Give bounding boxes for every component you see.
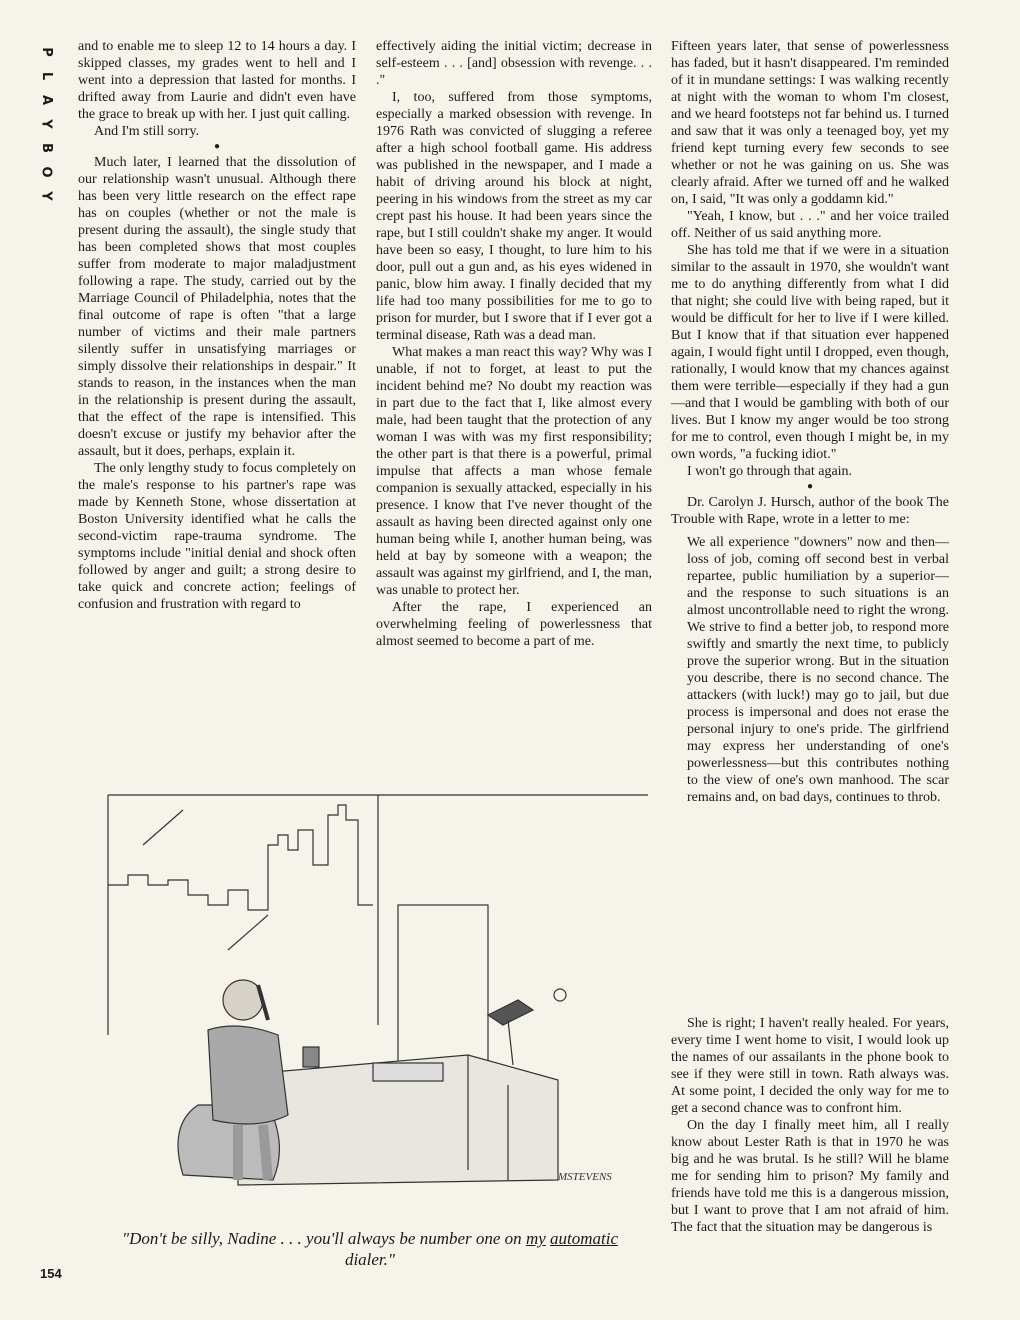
paragraph: and to enable me to sleep 12 to 14 hours a day. I skipped classes, my grades went to hell and I went into a depression that lasted for months. I drifted away from Laurie and didn't even have the grace to break up with her. I just quit calling. (78, 39, 356, 122)
paragraph: She has told me that if we were in a situation similar to the assault in 1970, she wouldn't want me to do anything differently from what I did that night; she could live with being raped, but it would be difficult for her to live if I were killed. But I know that if that situation ever happened again, I would fight until I dropped, even though, rationally, I would know that my chances against them were terrible—especially if they had a gun—and that I would be gambling with both of our lives. But I know my anger would be too strong for me to control, even though I might be, in my own words, "a fucking idiot." (671, 243, 949, 462)
section-bullet: ● (213, 141, 221, 152)
page-number: 154 (40, 1266, 62, 1281)
paragraph: Much later, I learned that the dissolution of our relationship wasn't unusual. Although there has been very little research on the effect rape has on couples (whether or not the male is present during the assault), the single study that has been completed shows that most couples suffer from moderate to major maladjustment following a rape. The study, carried out by the Marriage Council of Philadelphia, notes that the final outcome of rape is often "that a large number of victims and their male partners silently suffer in unsatisfying marriages or simply dissolve their relationships in despair." It stands to reason, in the instances when the man in the relationship is present during the assault, that the effect of the rape is intensified. This doesn't excuse or justify my behavior after the assault, but it does, perhaps, explain it. (78, 155, 356, 459)
text-column-right-lower (671, 1015, 949, 1236)
title-letter: P (39, 47, 54, 57)
wall-panel (398, 905, 488, 1075)
title-letter: L (38, 71, 54, 81)
paragraph: On the day I finally meet him, all I really know about Lester Rath is that in 1970 he was big and he was brutal. Is he still? Will he blame me for sending him to prison? My family and friends have told me this is a dangerous mission, but I want to prove that I am not afraid of him. The fact that the situation may be dangerous is (671, 1118, 949, 1235)
paragraph: Dr. Carolyn J. Hursch, author of the book The Trouble with Rape, wrote in a letter to me: (671, 495, 949, 527)
cartoon-illustration (88, 785, 654, 1205)
title-letter: Y (38, 119, 54, 129)
window-reflection (228, 915, 268, 950)
text-column-right (671, 38, 949, 814)
title-letter: O (39, 166, 54, 178)
text-column-left (78, 38, 356, 613)
desk-lamp-shade (488, 1000, 533, 1025)
paragraph: After the rape, I experienced an overwhelming feeling of powerlessness that almost seemed to become a part of me. (376, 600, 652, 649)
wall-button (554, 989, 566, 1001)
paragraph: "Yeah, I know, but . . ." and her voice trailed off. Neither of us said anything more. (671, 209, 949, 241)
paragraph: I won't go through that again. (687, 464, 853, 479)
quote-text: We all experience "downers" now and then—loss of job, coming off second best in verbal repartee, public humiliation by a superior—and the response to such situations is an almost uncontrollable need to right the wrong. We strive to find a better job, to respond more swiftly and smartly the next time, to publicly prove the superior wrong. But in the situation you describe, there is no second chance. The attackers (with luck!) may go to jail, but due process is impersonal and does not erase the personal injury to one's pride. The girlfriend may express her understanding of one's powerlessness—but this contributes nothing to the view of one's own manhood. The scar remains and, on bad days, continues to throb. (687, 535, 949, 805)
title-letter: B (38, 143, 54, 153)
paragraph: What makes a man react this way? Why was I unable, if not to forget, at least to put the incident behind me? No doubt my reaction was in part due to the fact that I, like almost every male, had been taught that the protection of any woman I was with was my first responsibility; the other part is that there is a powerful, primal impulse that affects a man whose female companion is sexually attacked, especially in his presence. I know that I've never thought of the assault as having been directed against only one human being while I, another human being, was held at bay by someone with a weapon; the assault was against my girlfriend, and I, the man, was unable to protect her. (376, 345, 652, 598)
cartoonist-signature: MSTEVENS (558, 1171, 612, 1183)
section-bullet: ● (806, 481, 814, 492)
paragraph: The only lengthy study to focus completely on the male's response to his partner's rape was made by Kenneth Stone, whose dissertation at Boston University identified what he calls the second-victim rape-trauma syndrome. The symptoms include "initial denial and shock often followed by anger and guilt; a strong desire to take quick and concrete action; feelings of confusion and frustration with regard to (78, 461, 356, 612)
caption-emphasis: my (525, 1229, 546, 1248)
caption-text: "Don't be silly, Nadine . . . you'll always be number one on (121, 1229, 526, 1248)
man-suit (208, 1026, 288, 1124)
pencil-cup (303, 1047, 319, 1067)
city-skyline (108, 805, 373, 910)
cartoon-caption (100, 1228, 640, 1270)
caption-text: dialer." (344, 1250, 396, 1269)
paragraph: And I'm still sorry. (94, 124, 200, 139)
block-quote (687, 534, 949, 806)
paragraph: She is right; I haven't really healed. For years, every time I went home to visit, I would look up the names of our assailants in the phone book to see if they were still in town. Rath always was. At some point, I decided the only way for me to get a second chance was to confront him. (671, 1016, 949, 1116)
paragraph: effectively aiding the initial victim; decrease in self-esteem . . . [and] obsession with revenge. . . ." (376, 39, 652, 88)
paragraph: Fifteen years later, that sense of powerlessness has faded, but it hasn't disappeared. I'm reminded of it in mundane settings: I was walking recently at night with the woman to whom I'm closest, and we heard footsteps not far behind us. I turned and saw that it was only a teenaged boy, yet my friend kept turning every few seconds to see whether or not he was gaining on us. She was clearly afraid. After we turned off and he walked on, I said, "It was only a goddamn kid." (671, 39, 949, 207)
desk-lamp-arm (508, 1020, 513, 1065)
phone-dialer (373, 1063, 443, 1081)
window-reflection (143, 810, 183, 845)
caption-emphasis: automatic (550, 1229, 619, 1248)
title-letter: Y (38, 191, 54, 201)
title-letter: A (39, 94, 54, 106)
text-column-middle (376, 38, 652, 650)
paragraph: I, too, suffered from those symptoms, especially a marked obsession with revenge. In 1976 Rath was convicted of slugging a referee after a high school football game. His address was published in the newspaper, and I made a habit of driving around his block at night, peering in his windows from the street as my car crept past his house. It had been years since the rape, but I still couldn't shake my anger. It would have been so easy, I thought, to lure him to his door, pull out a gun and, as his eyes widened in panic, blow him away. I finally decided that my life had too many possibilities for me to go to prison for murder, but I swore that if I ever got a terminal disease, Rath was a dead man. (376, 90, 652, 343)
magazine-vertical-title (35, 40, 57, 208)
